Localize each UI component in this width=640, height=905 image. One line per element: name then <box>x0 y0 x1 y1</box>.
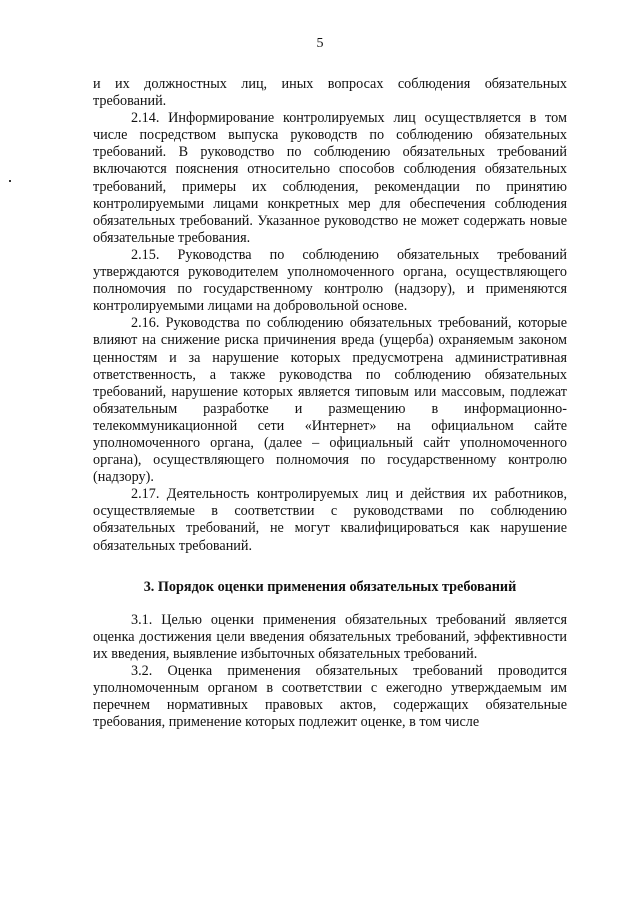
paragraph-3-1: 3.1. Целью оценки применения обязательных требований является оценка достижения цели введения обязательных требований, эффективности их введения, выявление избыточных обязательных требований. <box>93 611 567 662</box>
section-heading: 3. Порядок оценки применения обязательных требований <box>143 578 517 595</box>
paragraph-2-15: 2.15. Руководства по соблюдению обязательных требований утверждаются руководителем уполномоченного органа, осуществляющего полномочия по государственному контролю (надзору), и применяются контролируемыми лицами на добровольной основе. <box>93 246 567 315</box>
document-body <box>93 76 567 731</box>
paragraph-3-2: 3.2. Оценка применения обязательных требований проводится уполномоченным органом в соответствии с ежегодно утверждаемым им перечнем нормативных правовых актов, содержащих обязательные требования, применение которых подлежит оценке, в том числе <box>93 663 567 731</box>
paragraph-2-14: 2.14. Информирование контролируемых лиц осуществляется в том числе посредством выпуска руководств по соблюдению обязательных требований. В руководство по соблюдению обязательных требований включаются пояснения относительно способов соблюдения обязательных требований, примеры их соблюдения, рекомендации по принятию контролируемыми лицами конкретных мер для обеспечения соблюдения обязательных требований. Указанное руководство не может содержать новые обязательные требования. <box>93 110 567 246</box>
paragraph-2-17: 2.17. Деятельность контролируемых лиц и действия их работников, осуществляемые в соответствии с руководствами по соблюдению обязательных требований, не могут квалифицироваться как нарушение обязательных требований. <box>93 486 567 554</box>
paragraph-2-16: 2.16. Руководства по соблюдению обязательных требований, которые влияют на снижение риска причинения вреда (ущерба) охраняемым законом ценностям и за нарушение которых предусмотрена административная ответственность, а также руководства по соблюдению обязательных требований, нарушение которых является типовым или массовым, подлежат обязательным разработке и размещению в информационно-телекоммуникационной сети «Интернет» на официальном сайте уполномоченного органа, (далее – официальный сайт уполномоченного органа), осуществляющего полномочия по государственному контролю (надзору). <box>93 315 567 486</box>
scan-artifact-dot <box>9 180 11 182</box>
page-number: 5 <box>316 36 324 51</box>
paragraph-continuation: и их должностных лиц, иных вопросах соблюдения обязательных требований. <box>93 76 567 110</box>
